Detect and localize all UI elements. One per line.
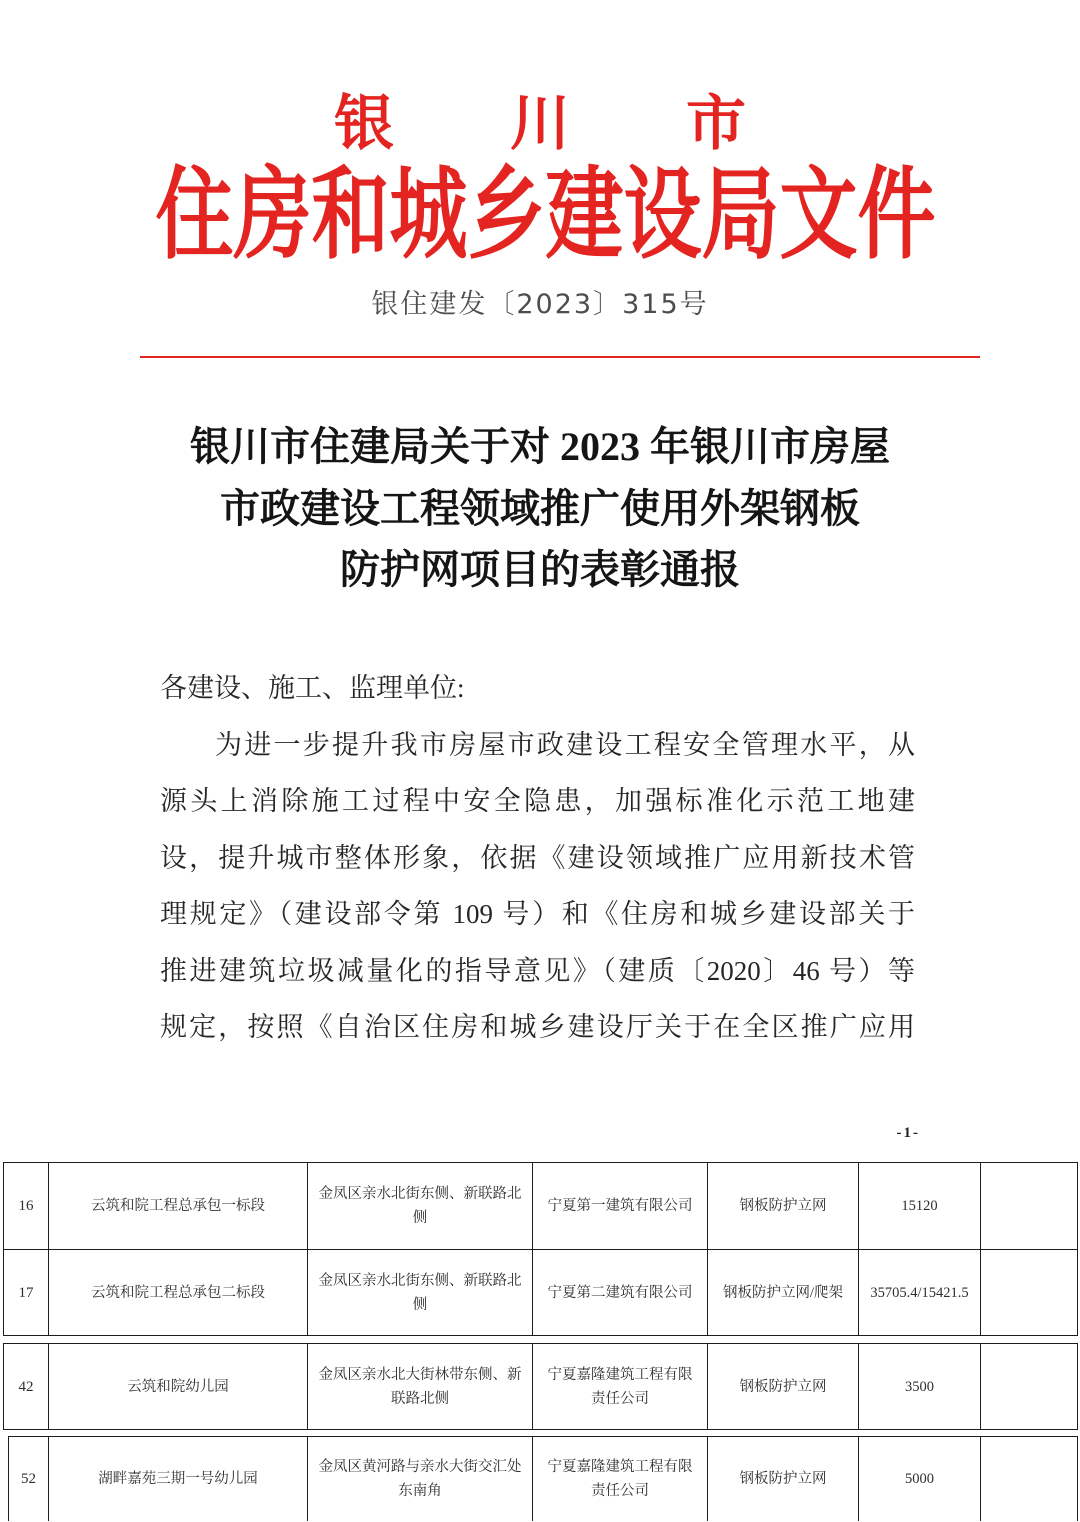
body-line: 设，提升城市整体形象，依据《建设领域推广应用新技术管: [160, 842, 915, 873]
body-line: 推进建筑垃圾减量化的指导意见》（建质〔2020〕46 号）等: [160, 955, 915, 986]
notice-title-line: 银川市住建局关于对 2023 年银川市房屋: [190, 424, 890, 469]
award-table: [8, 1436, 1078, 1521]
notice-title-line: 市政建设工程领域推广使用外架钢板: [220, 485, 860, 531]
header-divider: [140, 356, 980, 358]
salutation: 各建设、施工、监理单位:: [160, 673, 465, 703]
body-line: 理规定》（建设部令第 109 号）和《住房和城乡建设部关于: [160, 899, 915, 929]
notice-body: [160, 660, 915, 1056]
location-cell: 金凤区黄河路与亲水大街交汇处东南角: [308, 1437, 533, 1521]
project-name-cell: 云筑和院工程总承包二标段: [49, 1250, 308, 1336]
remarks-cell: [981, 1250, 1078, 1336]
row-number-cell: 42: [4, 1344, 49, 1430]
award-table: [3, 1162, 1078, 1336]
remarks-cell: [981, 1163, 1078, 1250]
table-row: [9, 1437, 1078, 1521]
quantity-cell: 15120: [859, 1163, 981, 1250]
notice-title: [0, 416, 1080, 601]
protection-type-cell: 钢板防护立网: [708, 1344, 859, 1430]
project-name-cell: 云筑和院工程总承包一标段: [49, 1163, 308, 1250]
page-number: -1-: [896, 1125, 920, 1141]
row-number-cell: 16: [4, 1163, 49, 1250]
body-line: 为进一步提升我市房屋市政建设工程安全管理水平，从: [215, 729, 915, 760]
project-name-cell: 湖畔嘉苑三期一号幼儿园: [49, 1437, 308, 1521]
contractor-cell: 宁夏嘉隆建筑工程有限责任公司: [533, 1344, 708, 1430]
body-line: 规定，按照《自治区住房和城乡建设厅关于在全区推广应用: [160, 1012, 915, 1042]
table-row: [4, 1163, 1078, 1250]
body-line: 源头上消除施工过程中安全隐患，加强标准化示范工地建: [160, 786, 915, 816]
contractor-cell: 宁夏嘉隆建筑工程有限责任公司: [533, 1437, 708, 1521]
city-name: 银川市: [334, 89, 862, 159]
document-number: 银住建发〔2023〕315号: [371, 289, 709, 320]
contractor-cell: 宁夏第一建筑有限公司: [533, 1163, 708, 1250]
award-table: [3, 1343, 1078, 1430]
issuing-office-title: 住房和城乡建设局文件: [155, 156, 936, 273]
quantity-cell: 3500: [859, 1344, 981, 1430]
protection-type-cell: 钢板防护立网: [708, 1437, 859, 1521]
row-number-cell: 52: [9, 1437, 49, 1521]
protection-type-cell: 钢板防护立网/爬架: [708, 1250, 859, 1336]
project-name-cell: 云筑和院幼儿园: [49, 1344, 308, 1430]
contractor-cell: 宁夏第二建筑有限公司: [533, 1250, 708, 1336]
table-row: [4, 1250, 1078, 1336]
quantity-cell: 5000: [859, 1437, 981, 1521]
notice-title-line: 防护网项目的表彰通报: [340, 547, 740, 592]
row-number-cell: 17: [4, 1250, 49, 1336]
remarks-cell: [981, 1344, 1078, 1430]
remarks-cell: [981, 1437, 1078, 1521]
location-cell: 金凤区亲水北街东侧、新联路北侧: [308, 1250, 533, 1336]
quantity-cell: 35705.4/15421.5: [859, 1250, 981, 1336]
table-row: [4, 1344, 1078, 1430]
protection-type-cell: 钢板防护立网: [708, 1163, 859, 1250]
location-cell: 金凤区亲水北大街林带东侧、新联路北侧: [308, 1344, 533, 1430]
location-cell: 金凤区亲水北街东侧、新联路北侧: [308, 1163, 533, 1250]
